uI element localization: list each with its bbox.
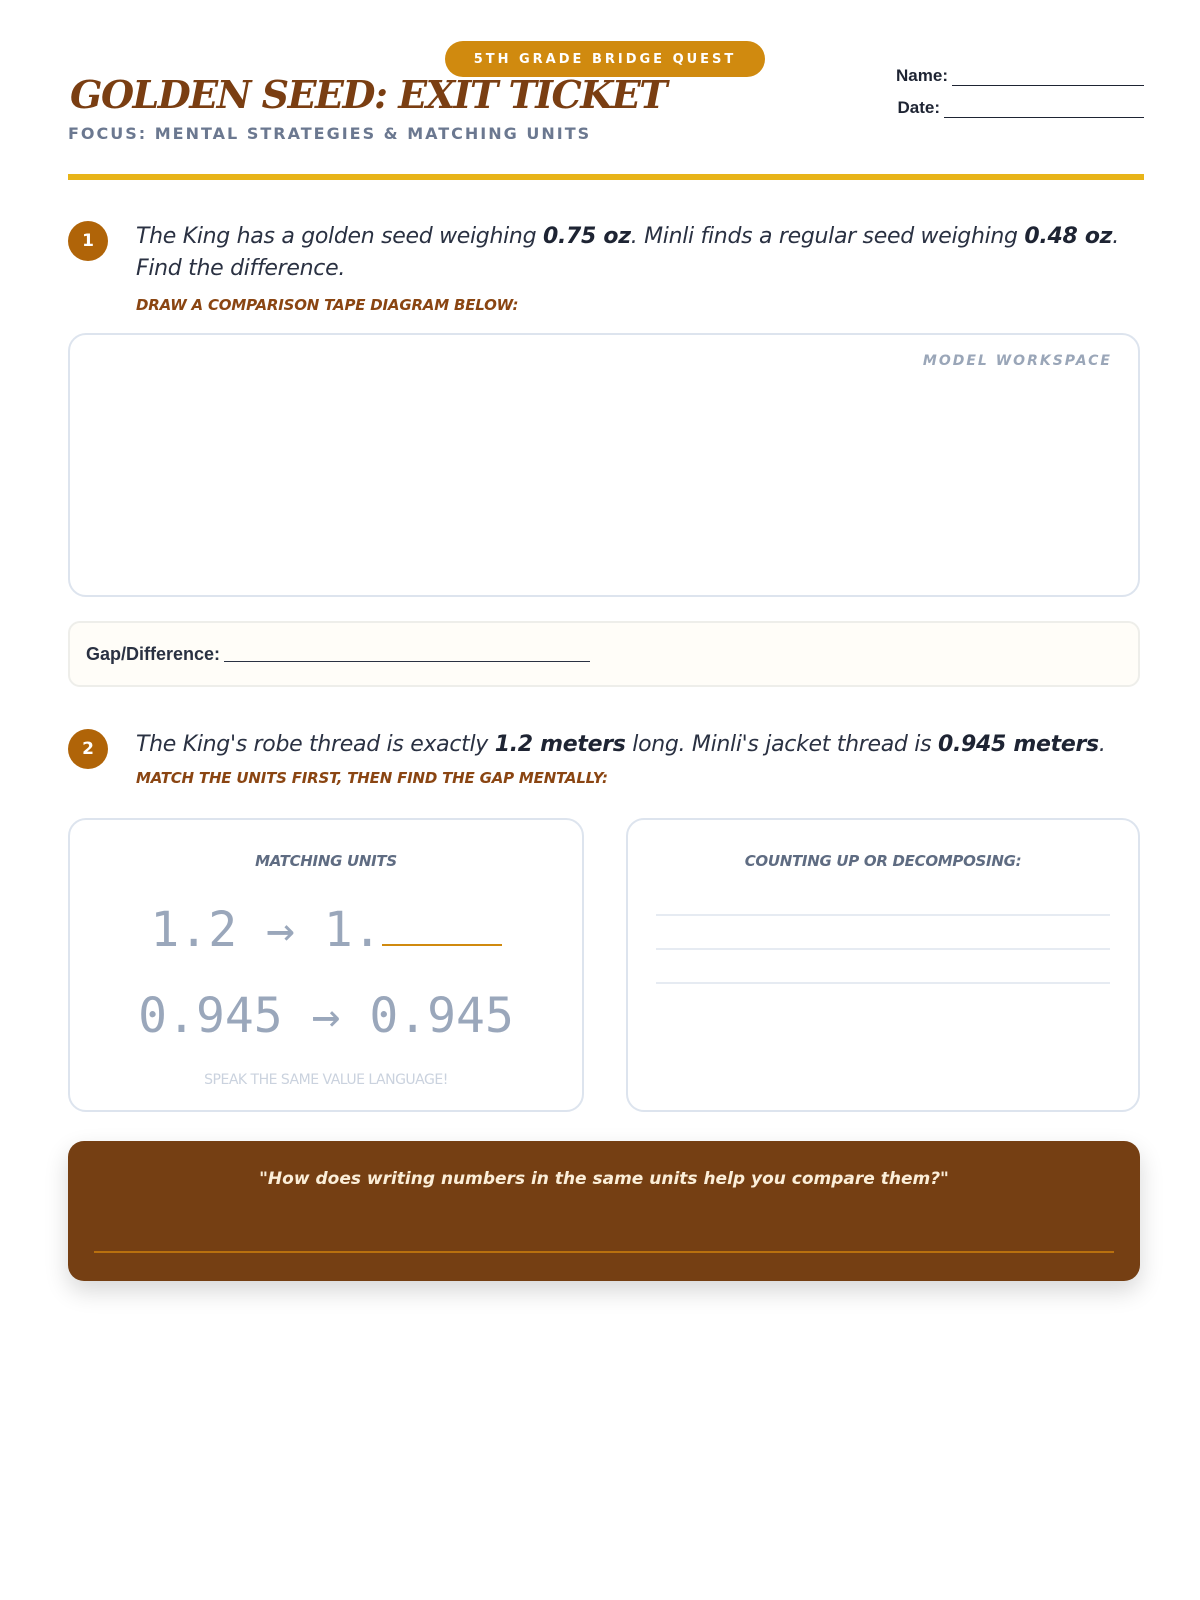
question-1-text — [136, 221, 1136, 285]
matching-footnote: SPEAK THE SAME VALUE LANGUAGE! — [204, 1072, 448, 1088]
grade-badge: 5TH GRADE BRIDGE QUEST — [445, 41, 765, 77]
arrow-icon: → — [311, 988, 341, 1044]
q1-text-b: . Minli finds a regular seed weighing — [630, 224, 1025, 249]
writing-line[interactable] — [656, 914, 1110, 916]
question-2-text — [136, 729, 1136, 761]
reflection-answer-line[interactable] — [94, 1251, 1114, 1253]
workspace-label: MODEL WORKSPACE — [922, 353, 1112, 369]
counting-up-title: COUNTING UP OR DECOMPOSING: — [744, 852, 1022, 870]
row1-to: 1. — [323, 902, 382, 958]
header-divider — [68, 174, 1144, 180]
q2-text-b: long. Minli's jacket thread is — [625, 732, 938, 757]
question-1-number: 1 — [68, 221, 108, 261]
date-line[interactable] — [944, 103, 1144, 118]
gap-difference-answer[interactable] — [68, 621, 1140, 687]
gap-difference-line[interactable] — [224, 647, 590, 662]
q1-text-a: The King has a golden seed weighing — [136, 224, 543, 249]
row1-blank[interactable] — [382, 904, 502, 946]
matching-units-title: MATCHING UNITS — [255, 852, 397, 870]
row1-from: 1.2 — [150, 902, 238, 958]
q1-text-c: . Find the difference. — [136, 224, 1119, 281]
matching-row-2 — [70, 988, 582, 1044]
model-workspace[interactable] — [68, 333, 1140, 597]
name-line[interactable] — [952, 71, 1144, 86]
row2-to: 0.945 — [369, 988, 514, 1044]
date-field[interactable] — [897, 98, 1144, 118]
name-label: Name: — [896, 66, 948, 85]
arrow-icon: → — [266, 902, 295, 958]
writing-line[interactable] — [656, 948, 1110, 950]
name-field[interactable] — [896, 66, 1144, 86]
q2-text-a: The King's robe thread is exactly — [136, 732, 495, 757]
q2-text-c: . — [1098, 732, 1106, 757]
matching-units-panel — [68, 818, 584, 1112]
question-2-number: 2 — [68, 729, 108, 769]
q2-value-b: 0.945 meters — [937, 732, 1099, 757]
page-title: GOLDEN SEED: EXIT TICKET — [70, 72, 667, 117]
question-2-instruction: MATCH THE UNITS FIRST, THEN FIND THE GAP MENTALLY: — [136, 769, 608, 787]
counting-up-panel[interactable] — [626, 818, 1140, 1112]
row2-from: 0.945 — [138, 988, 283, 1044]
question-1-instruction: DRAW A COMPARISON TAPE DIAGRAM BELOW: — [136, 296, 519, 314]
gap-difference-label: Gap/Difference: — [86, 643, 221, 664]
q2-value-a: 1.2 meters — [494, 732, 626, 757]
page-subtitle: FOCUS: MENTAL STRATEGIES & MATCHING UNITS — [68, 124, 592, 143]
q1-value-b: 0.48 oz — [1024, 224, 1113, 249]
q1-value-a: 0.75 oz — [542, 224, 631, 249]
writing-line[interactable] — [656, 982, 1110, 984]
date-label: Date: — [897, 98, 940, 117]
reflection-question: "How does writing numbers in the same units help you compare them?" — [259, 1169, 949, 1189]
reflection-box[interactable] — [68, 1141, 1140, 1281]
matching-row-1 — [70, 902, 582, 958]
